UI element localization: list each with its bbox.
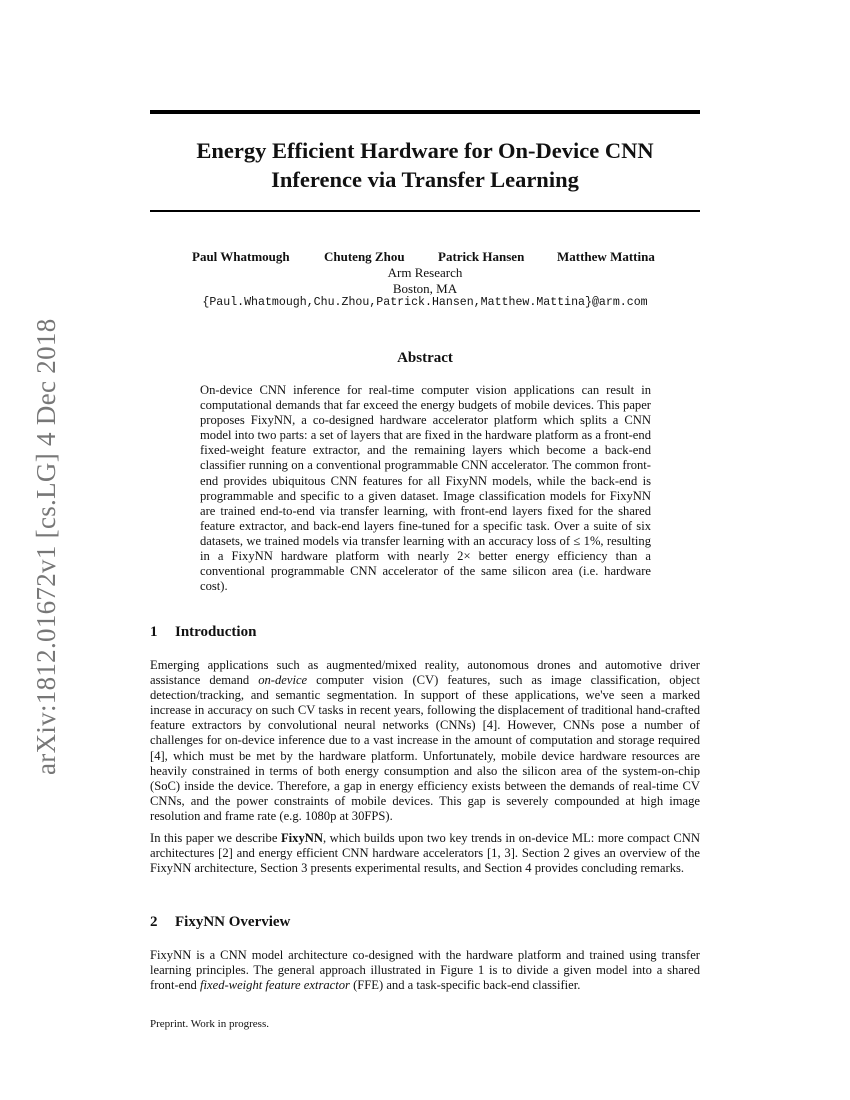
- abstract-heading: Abstract: [397, 350, 453, 366]
- section-heading-overview: [150, 914, 290, 931]
- intro-p2-part-a: In this paper we describe: [150, 831, 281, 845]
- paper-title: [150, 136, 700, 194]
- intro-paragraph-2: [150, 831, 700, 876]
- section-title: Introduction: [175, 624, 257, 640]
- intro-p1-part-b: computer vision (CV) features, such as image classification, object detection/tracking, and semantic segmentation. In support of these applications, we've seen a marked increase in accuracy on such CV tasks in recent years, following the displacement of traditional hand-crafted feature extractors by convolutional neural networks (CNNs) [4]. However, CNNs pose a number of challenges for on-device inference due to a vast increase in the amount of computation and storage required [4], which must be met by the hardware platform. Unfortunately, mobile device hardware resources are heavily constrained in terms of both energy consumption and also the silicon area of the system-on-chip (SoC) inside the device. Therefore, a gap in energy efficiency exists between the demands of real-time CV CNNs, and the power constraints of mobile devices. This gap is severely compounded at high image resolution and frame rate (e.g. 1080p at 30FPS).: [150, 673, 700, 823]
- author-emails: {Paul.Whatmough,Chu.Zhou,Patrick.Hansen,Matthew.Mattina}@arm.com: [202, 296, 648, 309]
- section-title: FixyNN Overview: [175, 914, 291, 930]
- intro-p2-part-c: , which builds upon two key trends in on-device ML: more compact CNN architectures [2] and energy efficient CNN hardware accelerators [1, 3]. Section 2 gives an overview of the FixyNN architecture, Section 3 presents experimental results, and Section 4 provides concluding remarks.: [150, 831, 700, 876]
- title-top-rule: [150, 110, 700, 114]
- overview-p1-part-a: FixyNN is a CNN model architecture co-designed with the hardware platform and trained using transfer learning principles. The general approach illustrated in Figure 1 is to divide a given model into a shared front-end: [150, 948, 700, 993]
- title-line-1: Energy Efficient Hardware for On-Device CNN: [196, 138, 654, 163]
- section-number: 1: [150, 624, 158, 640]
- location: Boston, MA: [392, 281, 458, 296]
- section-number: 2: [150, 914, 158, 930]
- overview-paragraph-1: [150, 948, 700, 993]
- author-name: Chuteng Zhou: [324, 249, 405, 264]
- title-line-2: Inference via Transfer Learning: [271, 167, 579, 192]
- footer-note: Preprint. Work in progress.: [150, 1018, 269, 1030]
- arxiv-identifier: arXiv:1812.01672v1 [cs.LG] 4 Dec 2018: [31, 318, 61, 775]
- affiliation: Arm Research: [387, 265, 463, 280]
- section-heading-introduction: [150, 624, 256, 641]
- author-name: Paul Whatmough: [192, 249, 290, 264]
- overview-p1-part-b: (FFE) and a task-specific back-end classifier.: [349, 978, 581, 993]
- intro-p1-part-a: Emerging applications such as augmented/mixed reality, autonomous drones and automotive driver assistance demand: [150, 658, 700, 688]
- intro-p2-bold: FixyNN: [280, 831, 323, 845]
- title-bottom-rule: [150, 210, 700, 212]
- intro-paragraph-1: [150, 658, 700, 824]
- abstract-text: On-device CNN inference for real-time computer vision applications can result in computational demands that far exceed the energy budgets of mobile devices. This paper proposes FixyNN, a co-designed hardware accelerator platform which splits a CNN model into two parts: a set of layers that are fixed in the hardware platform as a front-end fixed-weight feature extractor, and the remaining layers which become a back-end classifier running on a conventional programmable CNN accelerator. The common front-end provides ubiquitous CNN features for all FixyNN models, while the back-end is programmable and specific to a given dataset. Image classification models for FixyNN are trained end-to-end via transfer learning, with front-end layers fixed for the shared feature extractor, and back-end layers fine-tuned for a specific task. Over a suite of six datasets, we trained models via transfer learning with an accuracy loss of ≤ 1%, resulting in a FixyNN hardware platform with nearly 2× better energy efficiency than a conventional programmable CNN accelerator of the same silicon area (i.e. hardware cost).: [200, 383, 651, 594]
- intro-p1-emphasis: on-device: [258, 673, 308, 688]
- author-name: Matthew Mattina: [557, 249, 655, 264]
- overview-p1-emphasis: fixed-weight feature extractor: [200, 978, 350, 993]
- author-name: Patrick Hansen: [438, 249, 525, 264]
